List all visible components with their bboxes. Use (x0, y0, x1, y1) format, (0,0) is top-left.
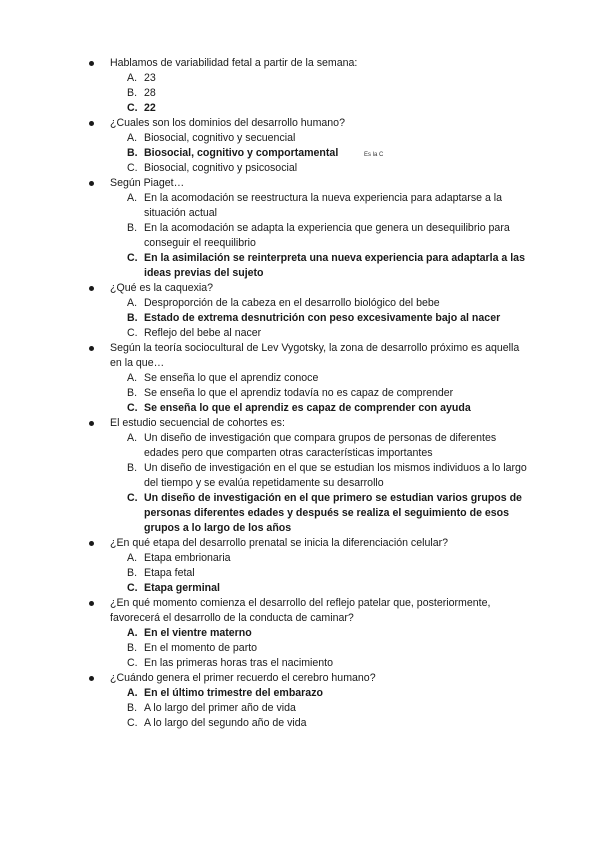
option-text: Un diseño de investigación que compara grupos de personas de diferentes edades pero que comparten otras características importantes (144, 432, 497, 459)
option-text: Se enseña lo que el aprendiz todavía no es capaz de comprender (144, 387, 454, 399)
option-a-correct (0, 686, 600, 701)
option-text: Desproporción de la cabeza en el desarrollo biológico del bebe (144, 297, 440, 309)
option-b (0, 86, 600, 101)
option-text: 23 (144, 72, 156, 84)
option-text: En el momento de parto (144, 642, 258, 654)
option-b (0, 386, 600, 401)
option-letter: B. (127, 567, 138, 579)
option-a (0, 191, 600, 221)
option-a (0, 431, 600, 461)
question-text: Según Piaget… (110, 177, 185, 189)
option-text: Se enseña lo que el aprendiz conoce (144, 372, 319, 384)
option-letter: A. (127, 72, 138, 84)
option-text: Reflejo del bebe al nacer (144, 327, 262, 339)
option-letter: B. (127, 387, 138, 399)
option-letter: A. (127, 132, 138, 144)
bullet-icon (89, 421, 94, 426)
question-text: ¿Cuales son los dominios del desarrollo humano? (110, 117, 345, 129)
option-letter: B. (127, 87, 138, 99)
option-letter: A. (127, 297, 138, 309)
option-b-correct (0, 311, 600, 326)
option-a-correct (0, 626, 600, 641)
option-b (0, 701, 600, 716)
bullet-icon (89, 181, 94, 186)
option-a (0, 371, 600, 386)
option-text: Biosocial, cognitivo y comportamental (144, 147, 339, 159)
bullet-icon (89, 541, 94, 546)
question-2 (0, 116, 600, 176)
question-text: ¿En qué etapa del desarrollo prenatal se inicia la diferenciación celular? (110, 537, 449, 549)
option-a (0, 131, 600, 146)
option-c (0, 326, 600, 341)
option-b-correct (0, 146, 600, 161)
option-c-correct (0, 491, 600, 536)
option-c (0, 161, 600, 176)
option-letter: B. (127, 462, 138, 474)
option-letter: C. (127, 492, 138, 504)
option-a (0, 71, 600, 86)
option-text: 28 (144, 87, 156, 99)
question-4 (0, 281, 600, 341)
question-text: Hablamos de variabilidad fetal a partir de la semana: (110, 57, 358, 69)
option-letter: C. (127, 402, 138, 414)
option-letter: C. (127, 657, 138, 669)
option-text: En las primeras horas tras el nacimiento (144, 657, 334, 669)
question-7 (0, 536, 600, 596)
option-c-correct (0, 251, 600, 281)
option-text: En el último trimestre del embarazo (144, 687, 323, 699)
option-text: Se enseña lo que el aprendiz es capaz de comprender con ayuda (144, 402, 471, 414)
option-c (0, 656, 600, 671)
option-letter: A. (127, 552, 138, 564)
option-letter: A. (127, 372, 138, 384)
option-text: A lo largo del primer año de vida (144, 702, 296, 714)
option-b (0, 461, 600, 491)
option-b (0, 221, 600, 251)
question-8 (0, 596, 600, 671)
question-1 (0, 56, 600, 116)
option-letter: A. (127, 432, 138, 444)
option-c (0, 716, 600, 731)
option-letter: C. (127, 327, 138, 339)
bullet-icon (89, 676, 94, 681)
option-text: En el vientre materno (144, 627, 252, 639)
bullet-icon (89, 61, 94, 66)
bullet-icon (89, 601, 94, 606)
option-letter: A. (127, 687, 138, 699)
option-letter: B. (127, 312, 138, 324)
option-letter: C. (127, 717, 138, 729)
question-text: ¿En qué momento comienza el desarrollo del reflejo patelar que, posteriormente, favorecerá el desarrollo de la conducta de caminar? (110, 597, 491, 624)
option-letter: B. (127, 222, 138, 234)
option-letter: C. (127, 582, 138, 594)
option-text: Un diseño de investigación en el que se estudian los mismos individuos a lo largo del tiempo y se evalúa repetidamente su desarrollo (144, 462, 527, 489)
option-a (0, 551, 600, 566)
option-text: Estado de extrema desnutrición con peso excesivamente bajo al nacer (144, 312, 501, 324)
question-list (0, 56, 600, 731)
margin-note: Es la C (364, 152, 384, 158)
option-a (0, 296, 600, 311)
option-text: En la asimilación se reinterpreta una nueva experiencia para adaptarla a las ideas previas del sujeto (144, 252, 525, 279)
option-text: Etapa embrionaria (144, 552, 231, 564)
option-text: Etapa fetal (144, 567, 195, 579)
option-text: Etapa germinal (144, 582, 220, 594)
question-text: ¿Qué es la caquexia? (110, 282, 214, 294)
option-letter: A. (127, 627, 138, 639)
option-letter: B. (127, 147, 138, 159)
option-letter: C. (127, 162, 138, 174)
question-text: Según la teoría sociocultural de Lev Vygotsky, la zona de desarrollo próximo es aquella en la que… (110, 342, 520, 369)
option-text: 22 (144, 102, 156, 114)
option-text: Biosocial, cognitivo y psicosocial (144, 162, 298, 174)
option-letter: C. (127, 252, 138, 264)
option-c-correct (0, 581, 600, 596)
option-letter: B. (127, 702, 138, 714)
option-text: En la acomodación se adapta la experiencia que genera un desequilibrio para conseguir el reequilibrio (144, 222, 510, 249)
option-letter: B. (127, 642, 138, 654)
question-text: ¿Cuándo genera el primer recuerdo el cerebro humano? (110, 672, 376, 684)
option-text: En la acomodación se reestructura la nueva experiencia para adaptarse a la situación actual (144, 192, 503, 219)
option-text: A lo largo del segundo año de vida (144, 717, 307, 729)
option-text: Biosocial, cognitivo y secuencial (144, 132, 296, 144)
question-6 (0, 416, 600, 536)
question-text: El estudio secuencial de cohortes es: (110, 417, 285, 429)
option-letter: A. (127, 192, 138, 204)
bullet-icon (89, 121, 94, 126)
bullet-icon (89, 286, 94, 291)
option-letter: C. (127, 102, 138, 114)
question-5 (0, 341, 600, 416)
option-b (0, 641, 600, 656)
option-c-correct (0, 401, 600, 416)
bullet-icon (89, 346, 94, 351)
option-text: Un diseño de investigación en el que primero se estudian varios grupos de personas diferentes edades y después se realiza el seguimiento de esos grupos a lo largo de los años (144, 492, 522, 534)
question-3 (0, 176, 600, 281)
option-c-correct (0, 101, 600, 116)
option-b (0, 566, 600, 581)
question-9 (0, 671, 600, 731)
